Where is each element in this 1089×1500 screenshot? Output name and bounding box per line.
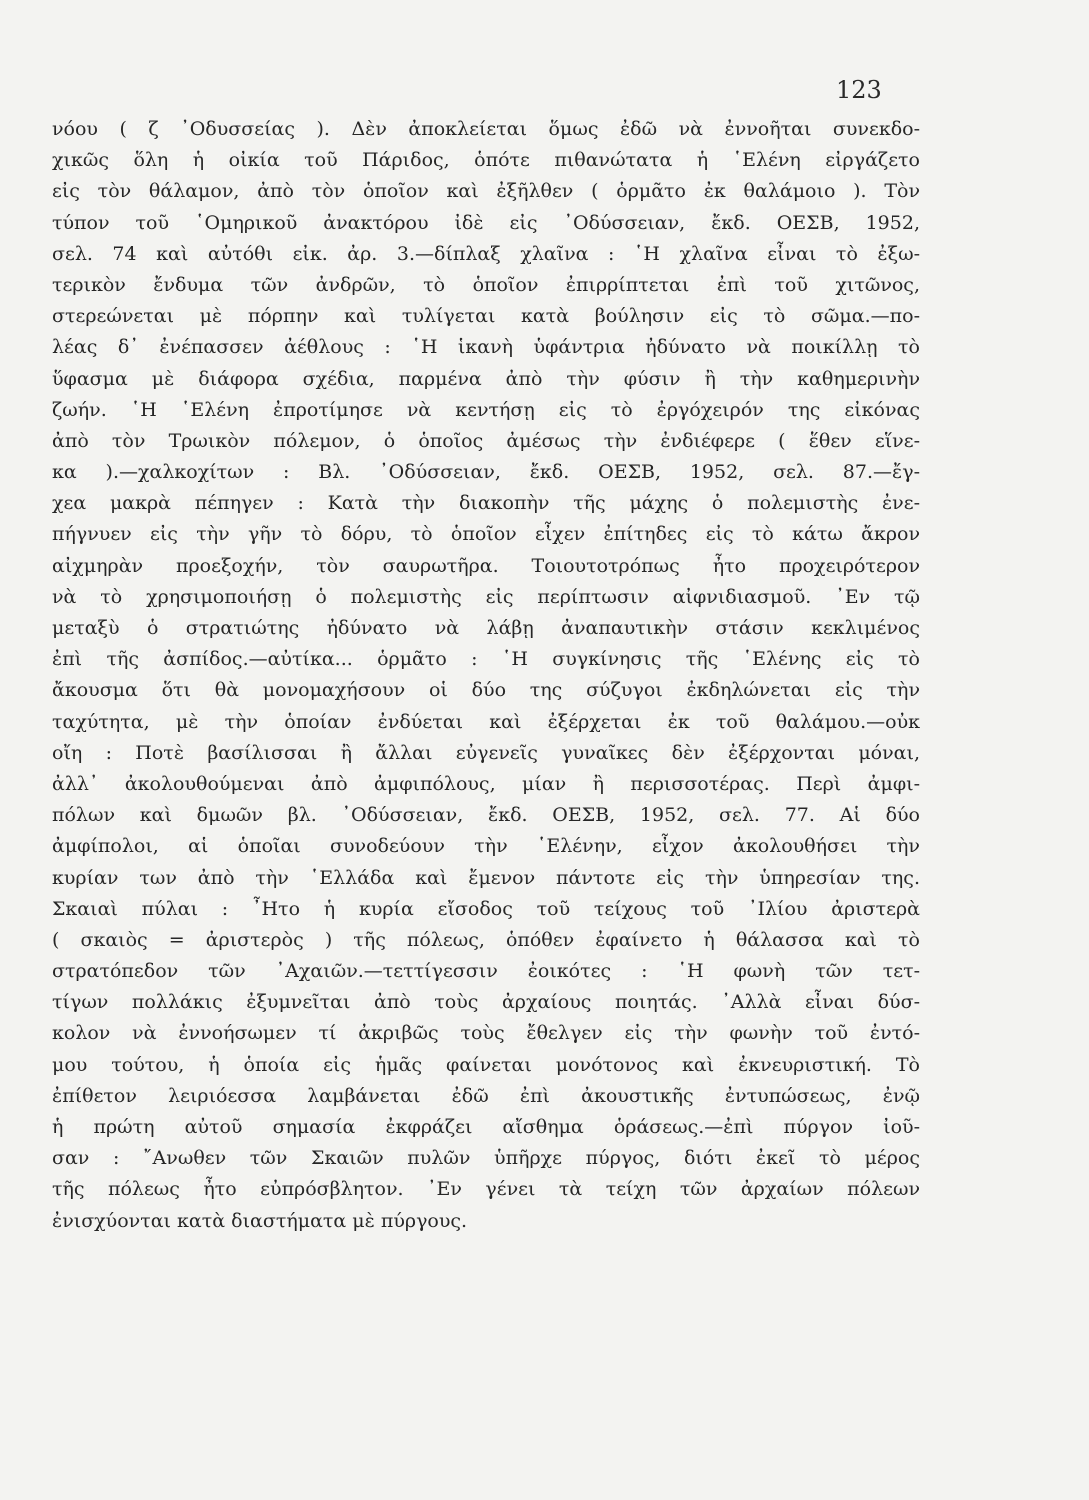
- text-line: κα ).—χαλκοχίτων : Βλ. ᾿Οδύσσειαν, ἔκδ. ΟΕΣΒ, 1952, σελ. 87.—ἔγ-: [52, 461, 920, 484]
- text-line: εἰς τὸν θάλαμον, ἀπὸ τὸν ὁποῖον καὶ ἐξῆλθεν ( ὁρμᾶτο ἐκ θαλάμοιο ). Τὸν: [52, 180, 920, 203]
- text-line: ἡ πρώτη αὐτοῦ σημασία ἐκφράζει αἴσθημα ὁράσεως.—ἐπὶ πύργον ἰοῦ-: [52, 1116, 920, 1138]
- text-line: σελ. 74 καὶ αὐτόθι εἰκ. ἀρ. 3.—δίπλαξ χλαῖνα : ῾Η χλαῖνα εἶναι τὸ ἐξω-: [52, 242, 920, 265]
- text-line: τίγων πολλάκις ἐξυμνεῖται ἀπὸ τοὺς ἀρχαίους ποιητάς. ᾿Αλλὰ εἶναι δύσ-: [52, 991, 920, 1014]
- text-line: στρατόπεδον τῶν ᾿Αχαιῶν.—τεττίγεσσιν ἐοικότες : ῾Η φωνὴ τῶν τετ-: [52, 960, 920, 983]
- text-line: ( σκαιὸς = ἀριστερὸς ) τῆς πόλεως, ὁπόθεν ἐφαίνετο ἡ θάλασσα καὶ τὸ: [52, 928, 920, 951]
- text-line: στερεώνεται μὲ πόρπην καὶ τυλίγεται κατὰ βούλησιν εἰς τὸ σῶμα.—πο-: [52, 305, 920, 328]
- text-line: κολον νὰ ἐννοήσωμεν τί ἀκριβῶς τοὺς ἔθελγεν εἰς τὴν φωνὴν τοῦ ἐντό-: [52, 1022, 920, 1045]
- text-line: τύπον τοῦ ῾Ομηρικοῦ ἀνακτόρου ἰδὲ εἰς ᾿Οδύσσειαν, ἔκδ. ΟΕΣΒ, 1952,: [52, 211, 920, 234]
- text-line: ἀμφίπολοι, αἱ ὁποῖαι συνοδεύουν τὴν ῾Ελένην, εἶχον ἀκολουθήσει τὴν: [52, 835, 920, 858]
- text-line: χεα μακρὰ πέπηγεν : Κατὰ τὴν διακοπὴν τῆς μάχης ὁ πολεμιστὴς ἐνε-: [52, 492, 920, 515]
- text-line: ὕφασμα μὲ διάφορα σχέδια, παρμένα ἀπὸ τὴν φύσιν ἢ τὴν καθημερινὴν: [52, 367, 920, 390]
- text-line: νόου ( ζ ᾿Οδυσσείας ). Δὲν ἀποκλείεται ὅμως ἐδῶ νὰ ἐννοῆται συνεκδο-: [52, 118, 920, 140]
- text-line: μου τούτου, ἡ ὁποία εἰς ἡμᾶς φαίνεται μονότονος καὶ ἐκνευριστική. Τὸ: [52, 1053, 920, 1076]
- page-number: 123: [836, 76, 882, 104]
- text-line: ζωήν. ῾Η ῾Ελένη ἐπροτίμησε νὰ κεντήσῃ εἰς τὸ ἐργόχειρόν της εἰκόνας: [52, 398, 920, 421]
- text-line: λέας δ᾿ ἐνέπασσεν ἀέθλους : ῾Η ἱκανὴ ὑφάντρια ἠδύνατο νὰ ποικίλλῃ τὸ: [52, 336, 920, 359]
- text-line: ταχύτητα, μὲ τὴν ὁποίαν ἐνδύεται καὶ ἐξέρχεται ἐκ τοῦ θαλάμου.—οὐκ: [52, 710, 920, 733]
- text-line: οἴη : Ποτὲ βασίλισσαι ἢ ἄλλαι εὐγενεῖς γυναῖκες δὲν ἐξέρχονται μόναι,: [52, 741, 920, 764]
- text-line: τερικὸν ἔνδυμα τῶν ἀνδρῶν, τὸ ὁποῖον ἐπιρρίπτεται ἐπὶ τοῦ χιτῶνος,: [52, 273, 920, 296]
- commentary-text: [52, 114, 920, 1237]
- text-line: σαν : ῎Ανωθεν τῶν Σκαιῶν πυλῶν ὑπῆρχε πύργος, διότι ἐκεῖ τὸ μέρος: [52, 1147, 920, 1170]
- text-line: Σκαιαὶ πύλαι : ῏Ητο ἡ κυρία εἴσοδος τοῦ τείχους τοῦ ᾿Ιλίου ἀριστερὰ: [52, 897, 920, 920]
- text-line: πήγνυεν εἰς τὴν γῆν τὸ δόρυ, τὸ ὁποῖον εἶχεν ἐπίτηδες εἰς τὸ κάτω ἄκρον: [52, 523, 920, 546]
- text-line: ἐνισχύονται κατὰ διαστήματα μὲ πύργους.: [52, 1209, 468, 1232]
- text-line: πόλων καὶ δμωῶν βλ. ᾿Οδύσσειαν, ἔκδ. ΟΕΣΒ, 1952, σελ. 77. Αἱ δύο: [52, 804, 920, 827]
- text-line: χικῶς ὅλη ἡ οἰκία τοῦ Πάριδος, ὁπότε πιθανώτατα ἡ ῾Ελένη εἰργάζετο: [52, 149, 920, 172]
- text-line: νὰ τὸ χρησιμοποιήσῃ ὁ πολεμιστὴς εἰς περίπτωσιν αἰφνιδιασμοῦ. ᾿Εν τῷ: [52, 585, 920, 608]
- text-line: ἐπίθετον λειριόεσσα λαμβάνεται ἐδῶ ἐπὶ ἀκουστικῆς ἐντυπώσεως, ἐνῷ: [52, 1084, 920, 1107]
- text-line: κυρίαν των ἀπὸ τὴν ῾Ελλάδα καὶ ἔμενον πάντοτε εἰς τὴν ὑπηρεσίαν της.: [52, 866, 920, 889]
- text-line: αἰχμηρὰν προεξοχήν, τὸν σαυρωτῆρα. Τοιουτοτρόπως ἦτο προχειρότερον: [52, 554, 920, 577]
- text-line: ἐπὶ τῆς ἀσπίδος.—αὐτίκα... ὁρμᾶτο : ῾Η συγκίνησις τῆς ῾Ελένης εἰς τὸ: [52, 648, 920, 671]
- text-line: ἀπὸ τὸν Τρωικὸν πόλεμον, ὁ ὁποῖος ἀμέσως τὴν ἐνδιέφερε ( ἕθεν εἵνε-: [52, 429, 920, 452]
- text-line: μεταξὺ ὁ στρατιώτης ἠδύνατο νὰ λάβῃ ἀναπαυτικὴν στάσιν κεκλιμένος: [52, 617, 920, 639]
- text-line: ἀλλ᾿ ἀκολουθούμεναι ἀπὸ ἀμφιπόλους, μίαν ἢ περισσοτέρας. Περὶ ἀμφι-: [52, 772, 920, 795]
- text-line: τῆς πόλεως ἦτο εὐπρόσβλητον. ᾿Εν γένει τὰ τείχη τῶν ἀρχαίων πόλεων: [52, 1178, 920, 1201]
- text-line: ἄκουσμα ὅτι θὰ μονομαχήσουν οἱ δύο της σύζυγοι ἐκδηλώνεται εἰς τὴν: [52, 679, 920, 702]
